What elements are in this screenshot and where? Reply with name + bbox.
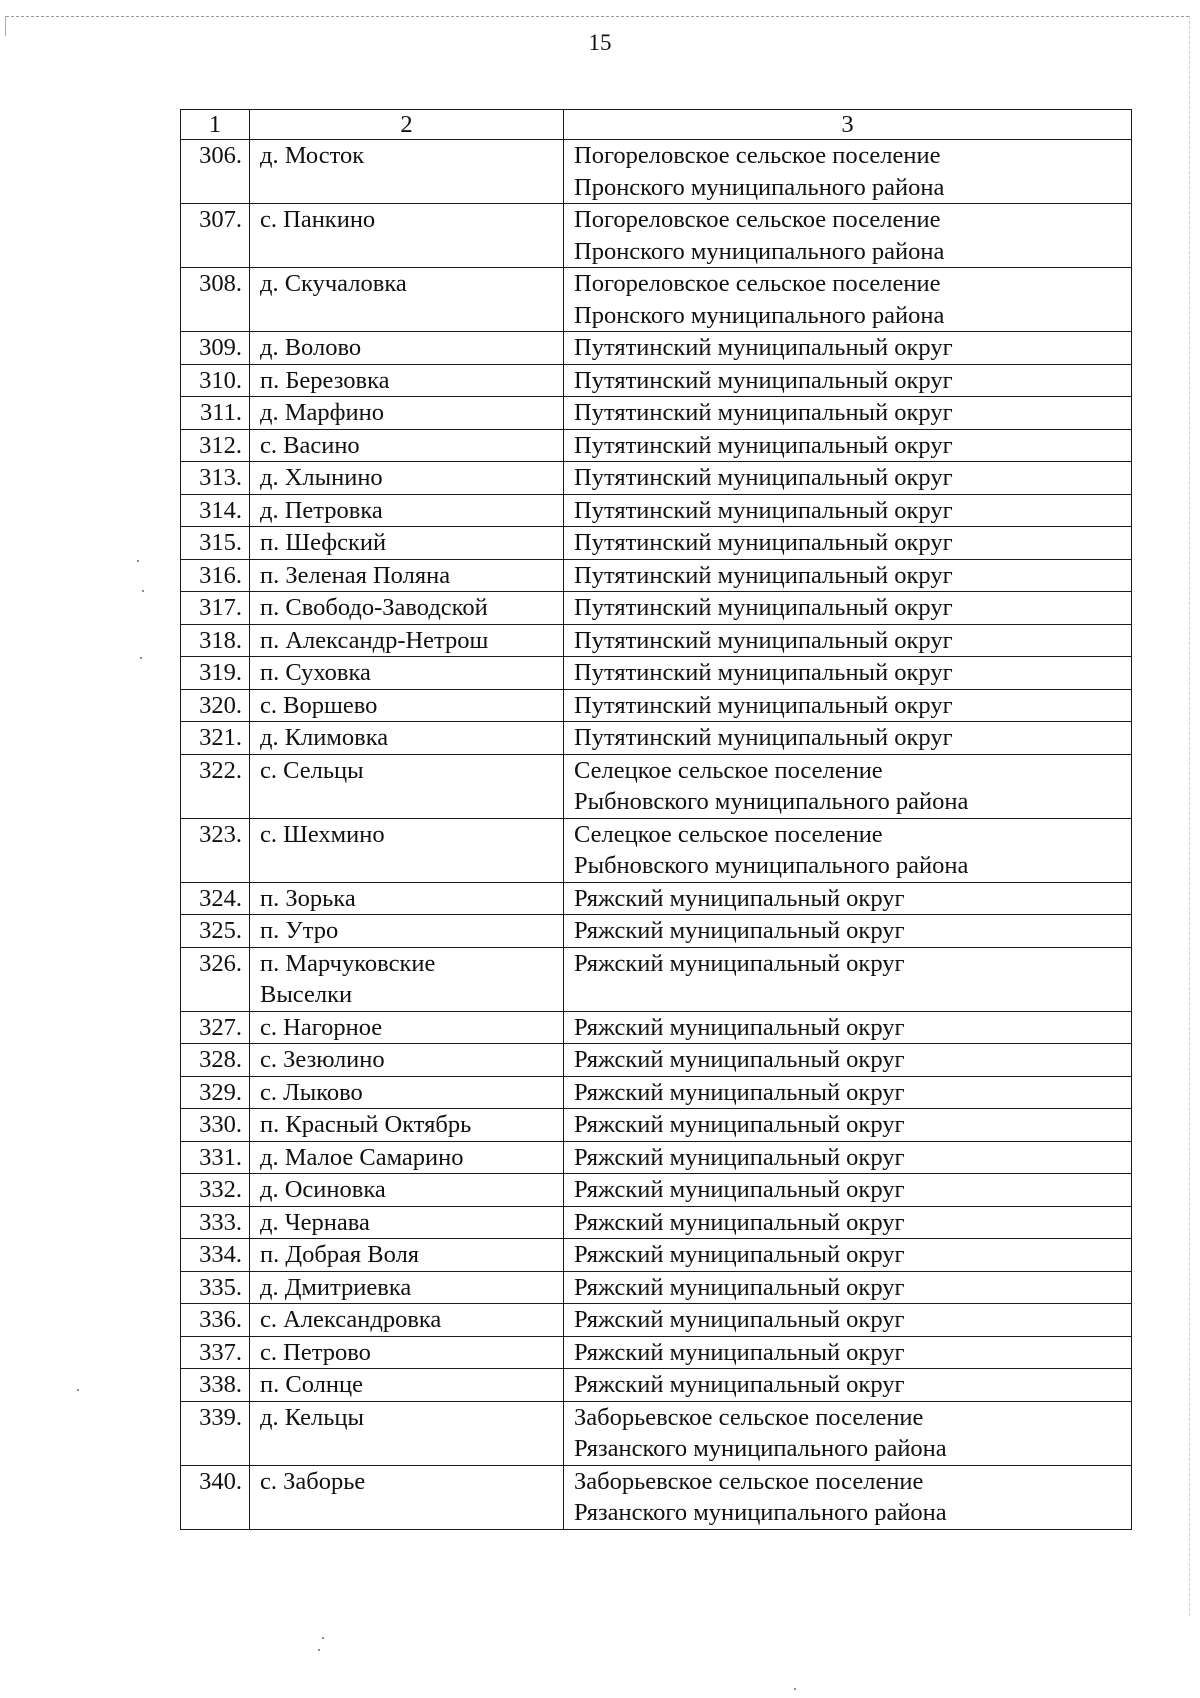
row-number-cell: 337.: [181, 1336, 250, 1369]
scan-speck: [77, 1389, 79, 1391]
settlement-name-cell: [250, 818, 564, 882]
settlement-name-cell: [250, 140, 564, 204]
municipality-cell: [564, 462, 1132, 495]
settlement-name-cell: [250, 268, 564, 332]
settlement-name-cell: [250, 204, 564, 268]
settlement-name-line: д. Волово: [260, 334, 362, 361]
table-row: [181, 364, 1132, 397]
table-row: [181, 1239, 1132, 1272]
table-row: [181, 882, 1132, 915]
municipality-line: Ряжский муниципальный округ: [574, 917, 905, 944]
municipality-cell: [564, 429, 1132, 462]
settlement-name-line: д. Мосток: [260, 142, 365, 169]
municipality-cell: [564, 268, 1132, 332]
settlement-name-line: п. Зеленая Поляна: [260, 561, 451, 589]
row-number-cell: 336.: [181, 1304, 250, 1337]
municipality-line: Пронского муниципального района: [574, 173, 945, 201]
table-row: [181, 754, 1132, 818]
municipality-cell: [564, 947, 1132, 1011]
settlement-name-cell: [250, 1465, 564, 1529]
settlement-name-line: п. Красный Октябрь: [260, 1111, 472, 1138]
settlement-name-line: с. Панкино: [260, 206, 376, 233]
settlement-name-line: д. Кельцы: [260, 1403, 364, 1431]
settlement-name-cell: [250, 592, 564, 625]
row-number-cell: 314.: [181, 494, 250, 527]
municipality-cell: [564, 1174, 1132, 1207]
row-number-cell: 308.: [181, 268, 250, 332]
municipality-line: Ряжский муниципальный округ: [574, 949, 905, 977]
settlement-name-cell: [250, 364, 564, 397]
municipality-line: Путятинский муниципальный округ: [574, 659, 953, 686]
settlement-name-line: с. Александровка: [260, 1306, 442, 1333]
municipality-line: Пронского муниципального района: [574, 237, 945, 265]
row-number-cell: 339.: [181, 1401, 250, 1465]
table-row: [181, 559, 1132, 592]
settlement-name-line: п. Марчуковские: [260, 949, 436, 977]
row-number-cell: 328.: [181, 1044, 250, 1077]
municipality-line: Ряжский муниципальный округ: [574, 1338, 905, 1366]
municipality-line: Рыбновского муниципального района: [574, 852, 969, 879]
table-row: [181, 722, 1132, 755]
table-row: [181, 689, 1132, 722]
row-number-cell: 330.: [181, 1109, 250, 1142]
municipality-line: Селецкое сельское поселение: [574, 756, 883, 784]
municipality-line: Путятинский муниципальный округ: [574, 399, 953, 426]
municipality-line: Путятинский муниципальный округ: [574, 626, 953, 654]
settlement-name-cell: [250, 915, 564, 948]
row-number-cell: 310.: [181, 364, 250, 397]
table-header-row: [181, 110, 1132, 140]
settlement-name-line: п. Солнце: [260, 1371, 363, 1398]
municipality-cell: [564, 754, 1132, 818]
settlement-name-line: п. Шефский: [260, 529, 387, 556]
table-row: [181, 1076, 1132, 1109]
settlement-name-line: п. Березовка: [260, 366, 390, 394]
table-row: [181, 947, 1132, 1011]
row-number-cell: 311.: [181, 397, 250, 430]
column-header: 2: [250, 110, 564, 140]
municipality-cell: [564, 915, 1132, 948]
table-row: [181, 1044, 1132, 1077]
table-row: [181, 1206, 1132, 1239]
municipality-line: Ряжский муниципальный округ: [574, 884, 905, 912]
row-number-cell: 306.: [181, 140, 250, 204]
settlement-name-cell: [250, 882, 564, 915]
row-number-cell: 323.: [181, 818, 250, 882]
municipality-line: Пронского муниципального района: [574, 301, 945, 329]
municipality-cell: [564, 1304, 1132, 1337]
municipality-cell: [564, 397, 1132, 430]
municipality-line: Путятинский муниципальный округ: [574, 594, 953, 621]
municipality-cell: [564, 527, 1132, 560]
table-row: [181, 1141, 1132, 1174]
settlement-name-line: п. Суховка: [260, 659, 371, 686]
municipality-line: Ряжский муниципальный округ: [574, 1111, 905, 1138]
row-number-cell: 327.: [181, 1011, 250, 1044]
settlement-name-line: п. Зорька: [260, 884, 356, 912]
settlement-name-cell: [250, 754, 564, 818]
settlement-name-cell: [250, 1141, 564, 1174]
municipality-cell: [564, 1206, 1132, 1239]
settlement-name-line: с. Заборье: [260, 1467, 366, 1495]
settlement-name-cell: [250, 1011, 564, 1044]
settlement-name-cell: [250, 1044, 564, 1077]
settlement-name-cell: [250, 1401, 564, 1465]
municipality-cell: [564, 592, 1132, 625]
row-number-cell: 335.: [181, 1271, 250, 1304]
municipality-cell: [564, 657, 1132, 690]
table-row: [181, 1369, 1132, 1402]
table-row: [181, 332, 1132, 365]
settlement-name-line: с. Петрово: [260, 1338, 371, 1366]
settlement-name-line: д. Дмитриевка: [260, 1273, 412, 1301]
table-row: [181, 462, 1132, 495]
table-row: [181, 1271, 1132, 1304]
municipality-line: Селецкое сельское поселение: [574, 820, 883, 848]
municipality-line: Рязанского муниципального района: [574, 1499, 947, 1526]
settlement-name-cell: [250, 624, 564, 657]
municipality-line: Заборьевское сельское поселение: [574, 1467, 924, 1495]
municipality-line: Погореловское сельское поселение: [574, 206, 941, 233]
row-number-cell: 332.: [181, 1174, 250, 1207]
settlement-name-line: с. Нагорное: [260, 1013, 383, 1041]
settlement-name-line: д. Осиновка: [260, 1176, 386, 1203]
settlement-name-line: с. Сельцы: [260, 756, 364, 784]
table-row: [181, 1174, 1132, 1207]
settlement-name-line: д. Климовка: [260, 724, 389, 751]
municipality-line: Ряжский муниципальный округ: [574, 1013, 905, 1041]
municipality-line: Ряжский муниципальный округ: [574, 1046, 905, 1073]
municipality-cell: [564, 689, 1132, 722]
settlement-name-line: п. Свободо-Заводской: [260, 594, 488, 621]
table-row: [181, 494, 1132, 527]
scan-speck: [137, 560, 139, 562]
settlement-name-cell: [250, 1271, 564, 1304]
scan-speck: [142, 590, 144, 592]
municipality-cell: [564, 494, 1132, 527]
settlement-name-line: д. Скучаловка: [260, 270, 407, 297]
settlement-name-cell: [250, 1109, 564, 1142]
settlement-name-cell: [250, 1174, 564, 1207]
municipality-line: Ряжский муниципальный округ: [574, 1306, 905, 1333]
row-number-cell: 316.: [181, 559, 250, 592]
row-number-cell: 319.: [181, 657, 250, 690]
row-number-cell: 320.: [181, 689, 250, 722]
table-row: [181, 1304, 1132, 1337]
settlement-name-cell: [250, 1206, 564, 1239]
table-row: [181, 915, 1132, 948]
table-row: [181, 1336, 1132, 1369]
row-number-cell: 318.: [181, 624, 250, 657]
table-row: [181, 204, 1132, 268]
row-number-cell: 307.: [181, 204, 250, 268]
table-row: [181, 818, 1132, 882]
row-number-cell: 329.: [181, 1076, 250, 1109]
municipality-cell: [564, 140, 1132, 204]
settlement-name-cell: [250, 1304, 564, 1337]
settlement-name-cell: [250, 657, 564, 690]
table-row: [181, 624, 1132, 657]
municipality-cell: [564, 624, 1132, 657]
municipality-cell: [564, 1044, 1132, 1077]
municipality-cell: [564, 1465, 1132, 1529]
settlement-name-cell: [250, 947, 564, 1011]
table-row: [181, 1465, 1132, 1529]
scan-speck: [318, 1649, 320, 1651]
scan-edge-top: [6, 16, 1189, 17]
settlement-name-line: п. Александр-Нетрош: [260, 626, 489, 654]
row-number-cell: 315.: [181, 527, 250, 560]
settlement-name-cell: [250, 1369, 564, 1402]
municipality-cell: [564, 1011, 1132, 1044]
settlement-name-cell: [250, 527, 564, 560]
municipality-cell: [564, 559, 1132, 592]
municipality-line: Рязанского муниципального района: [574, 1435, 947, 1462]
scan-speck: [794, 1688, 796, 1690]
municipality-cell: [564, 1109, 1132, 1142]
settlement-name-line: д. Петровка: [260, 496, 383, 524]
row-number-cell: 325.: [181, 915, 250, 948]
table-body: [181, 140, 1132, 1530]
settlement-name-line: д. Чернава: [260, 1208, 370, 1236]
scan-speck: [140, 657, 142, 659]
settlement-name-cell: [250, 1076, 564, 1109]
municipality-line: Ряжский муниципальный округ: [574, 1273, 905, 1301]
table-row: [181, 592, 1132, 625]
row-number-cell: 331.: [181, 1141, 250, 1174]
row-number-cell: 338.: [181, 1369, 250, 1402]
municipality-line: Путятинский муниципальный округ: [574, 691, 953, 719]
municipality-line: Ряжский муниципальный округ: [574, 1143, 905, 1171]
municipality-line: Заборьевское сельское поселение: [574, 1403, 924, 1431]
settlement-name-cell: [250, 332, 564, 365]
municipality-line: Путятинский муниципальный округ: [574, 561, 953, 589]
settlement-name-cell: [250, 559, 564, 592]
municipality-line: Путятинский муниципальный округ: [574, 529, 953, 556]
column-header: 3: [564, 110, 1132, 140]
municipality-cell: [564, 1401, 1132, 1465]
municipality-line: Рыбновского муниципального района: [574, 788, 969, 815]
municipality-line: Путятинский муниципальный округ: [574, 464, 953, 491]
municipality-line: Погореловское сельское поселение: [574, 142, 941, 169]
table-row: [181, 268, 1132, 332]
row-number-cell: 313.: [181, 462, 250, 495]
municipality-line: Погореловское сельское поселение: [574, 270, 941, 297]
municipality-line: Путятинский муниципальный округ: [574, 334, 953, 361]
row-number-cell: 326.: [181, 947, 250, 1011]
scan-edge-right: [1189, 16, 1190, 1616]
row-number-cell: 321.: [181, 722, 250, 755]
row-number-cell: 317.: [181, 592, 250, 625]
table-row: [181, 657, 1132, 690]
municipality-cell: [564, 332, 1132, 365]
municipality-line: Ряжский муниципальный округ: [574, 1176, 905, 1203]
settlement-name-line: с. Васино: [260, 431, 360, 459]
scan-speck: [322, 1637, 324, 1639]
settlement-name-line: с. Шехмино: [260, 820, 385, 848]
settlement-name-line: с. Лыково: [260, 1078, 363, 1106]
row-number-cell: 324.: [181, 882, 250, 915]
municipality-cell: [564, 1239, 1132, 1272]
municipality-cell: [564, 722, 1132, 755]
settlement-name-cell: [250, 397, 564, 430]
row-number-cell: 340.: [181, 1465, 250, 1529]
row-number-cell: 322.: [181, 754, 250, 818]
settlement-name-cell: [250, 689, 564, 722]
municipality-line: Путятинский муниципальный округ: [574, 724, 953, 751]
settlement-name-line: с. Зезюлино: [260, 1046, 385, 1073]
settlement-name-cell: [250, 722, 564, 755]
table-row: [181, 1109, 1132, 1142]
settlement-name-line: д. Хлынино: [260, 464, 383, 491]
municipality-cell: [564, 1369, 1132, 1402]
page-number: 15: [588, 30, 612, 55]
settlement-name-cell: [250, 1239, 564, 1272]
table-row: [181, 1401, 1132, 1465]
municipality-cell: [564, 818, 1132, 882]
municipality-cell: [564, 1076, 1132, 1109]
table-row: [181, 527, 1132, 560]
settlement-name-line: п. Добрая Воля: [260, 1241, 420, 1268]
settlement-name-line: с. Воршево: [260, 691, 378, 719]
settlement-name-line: Выселки: [260, 981, 353, 1008]
municipality-line: Ряжский муниципальный округ: [574, 1241, 905, 1268]
municipality-line: Путятинский муниципальный округ: [574, 496, 953, 524]
municipality-cell: [564, 1336, 1132, 1369]
municipality-cell: [564, 1141, 1132, 1174]
row-number-cell: 334.: [181, 1239, 250, 1272]
municipality-cell: [564, 364, 1132, 397]
table-row: [181, 140, 1132, 204]
table-row: [181, 397, 1132, 430]
municipality-cell: [564, 1271, 1132, 1304]
settlement-name-cell: [250, 429, 564, 462]
municipality-line: Ряжский муниципальный округ: [574, 1208, 905, 1236]
table-row: [181, 429, 1132, 462]
municipality-line: Ряжский муниципальный округ: [574, 1371, 905, 1398]
municipality-cell: [564, 204, 1132, 268]
row-number-cell: 333.: [181, 1206, 250, 1239]
municipality-line: Путятинский муниципальный округ: [574, 431, 953, 459]
settlement-name-cell: [250, 1336, 564, 1369]
settlement-name-line: д. Марфино: [260, 399, 384, 426]
settlements-table: [180, 109, 1132, 1530]
column-header: 1: [181, 110, 250, 140]
municipality-line: Путятинский муниципальный округ: [574, 366, 953, 394]
municipality-cell: [564, 882, 1132, 915]
settlement-name-line: п. Утро: [260, 917, 339, 944]
settlement-name-line: д. Малое Самарино: [260, 1143, 464, 1171]
settlement-name-cell: [250, 462, 564, 495]
municipality-line: Ряжский муниципальный округ: [574, 1078, 905, 1106]
settlement-name-cell: [250, 494, 564, 527]
table-row: [181, 1011, 1132, 1044]
row-number-cell: 309.: [181, 332, 250, 365]
row-number-cell: 312.: [181, 429, 250, 462]
